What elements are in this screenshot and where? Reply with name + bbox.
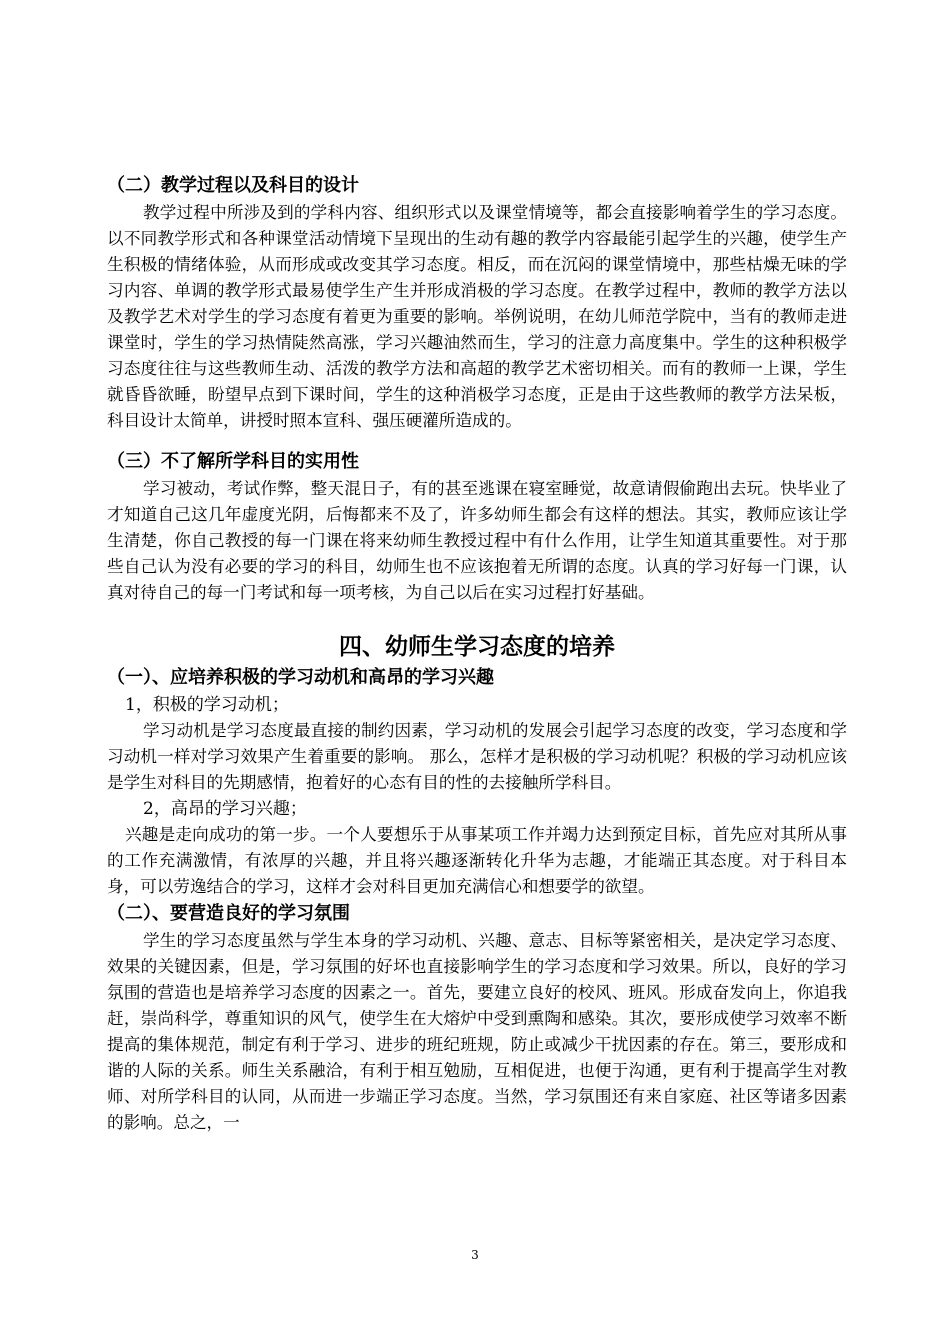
section-heading-teaching-process: （二）教学过程以及科目的设计 [107,175,359,196]
section-heading-subject-practicality: （三）不了解所学科目的实用性 [107,451,359,472]
subsection-heading-atmosphere: （二）、要营造良好的学习氛围 [107,903,350,924]
paragraph-motivation: 学习动机是学习态度最直接的制约因素，学习动机的发展会引起学习态度的改变，学习态度和学习动机一样对学习效果产生着重要的影响。 那么，怎样才是积极的学习动机呢？积极的学习动机应该是学生对科目的先期感情，抱着好的心态有目的性的去接触所学科目。 [107,721,847,792]
paragraph-teaching-process: 教学过程中所涉及到的学科内容、组织形式以及课堂情境等，都会直接影响着学生的学习态度。以不同教学形式和各种课堂活动情境下呈现出的生动有趣的教学内容最能引起学生的兴趣，使学生产生积极的情绪体验，从而形成或改变其学习态度。相反，而在沉闷的课堂情境中，那些枯燥无味的学习内容、单调的教学形式最易使学生产生并形成消极的学习态度。在教学过程中，教师的教学方法以及教学艺术对学生的学习态度有着更为重要的影响。举例说明，在幼儿师范学院中，当有的教师走进课堂时，学生的学习热情陡然高涨，学习兴趣油然而生，学习的注意力高度集中。学生的这种积极学习态度往往与这些教师生动、活泼的教学方法和高超的教学艺术密切相关。而有的教师一上课，学生就昏昏欲睡，盼望早点到下课时间，学生的这种消极学习态度，正是由于这些教师的教学方法呆板，科目设计太简单，讲授时照本宣科、强压硬灌所造成的。 [107,203,847,430]
paragraph-interest: 兴趣是走向成功的第一步。一个人要想乐于从事某项工作并竭力达到预定目标，首先应对其所从事的工作充满激情，有浓厚的兴趣，并且将兴趣逐渐转化升华为志趣，才能端正其态度。对于科目本身，可以劳逸结合的学习，这样才会对科目更加充满信心和想要学的欲望。 [107,825,847,896]
paragraph-subject-practicality: 学习被动，考试作弊，整天混日子，有的甚至逃课在寝室睡觉，故意请假偷跑出去玩。快毕业了才知道自己这几年虚度光阴，后悔都来不及了，许多幼师生都会有这样的想法。其实，教师应该让学生清楚，你自己教授的每一门课在将来幼师生教授过程中有什么作用，让学生知道其重要性。对于那些自己认为没有必要的学习的科目，幼师生也不应该抱着无所谓的态度。认真的学习好每一门课，认真对待自己的每一门考试和每一项考核，为自己以后在实习过程打好基础。 [107,479,847,602]
spacer [107,434,847,448]
item-title-interest: 2，高昂的学习兴趣； [143,799,307,819]
subsection-heading-motivation: （一）、应培养积极的学习动机和高昂的学习兴趣 [107,667,494,688]
paragraph-atmosphere: 学生的学习态度虽然与学生本身的学习动机、兴趣、意志、目标等紧密相关，是决定学习态度、效果的关键因素，但是，学习氛围的好坏也直接影响学生的学习态度和学习效果。所以，良好的学习氛围的营造也是培养学习态度的因素之一。首先，要建立良好的校风、班风。形成奋发向上，你追我赶，崇尚科学，尊重知识的风气，使学生在大熔炉中受到熏陶和感染。其次，要形成使学习效率不断提高的集体规范，制定有利于学习、进步的班纪班规，防止或减少干扰因素的存在。第三，要形成和谐的人际的关系。师生关系融洽，有利于相互勉励，互相促进，也便于沟通，更有利于提高学生对教师、对所学科目的认同，从而进一步端正学习态度。当然，学习氛围还有来自家庭、社区等诸多因素的影响。总之，一 [107,931,847,1132]
item-title-motivation: 1，积极的学习动机； [125,695,289,715]
chapter-title: 四、幼师生学习态度的培养 [339,634,615,660]
page-content [107,172,847,1136]
page-number: 3 [471,1248,479,1262]
spacer [107,606,847,630]
